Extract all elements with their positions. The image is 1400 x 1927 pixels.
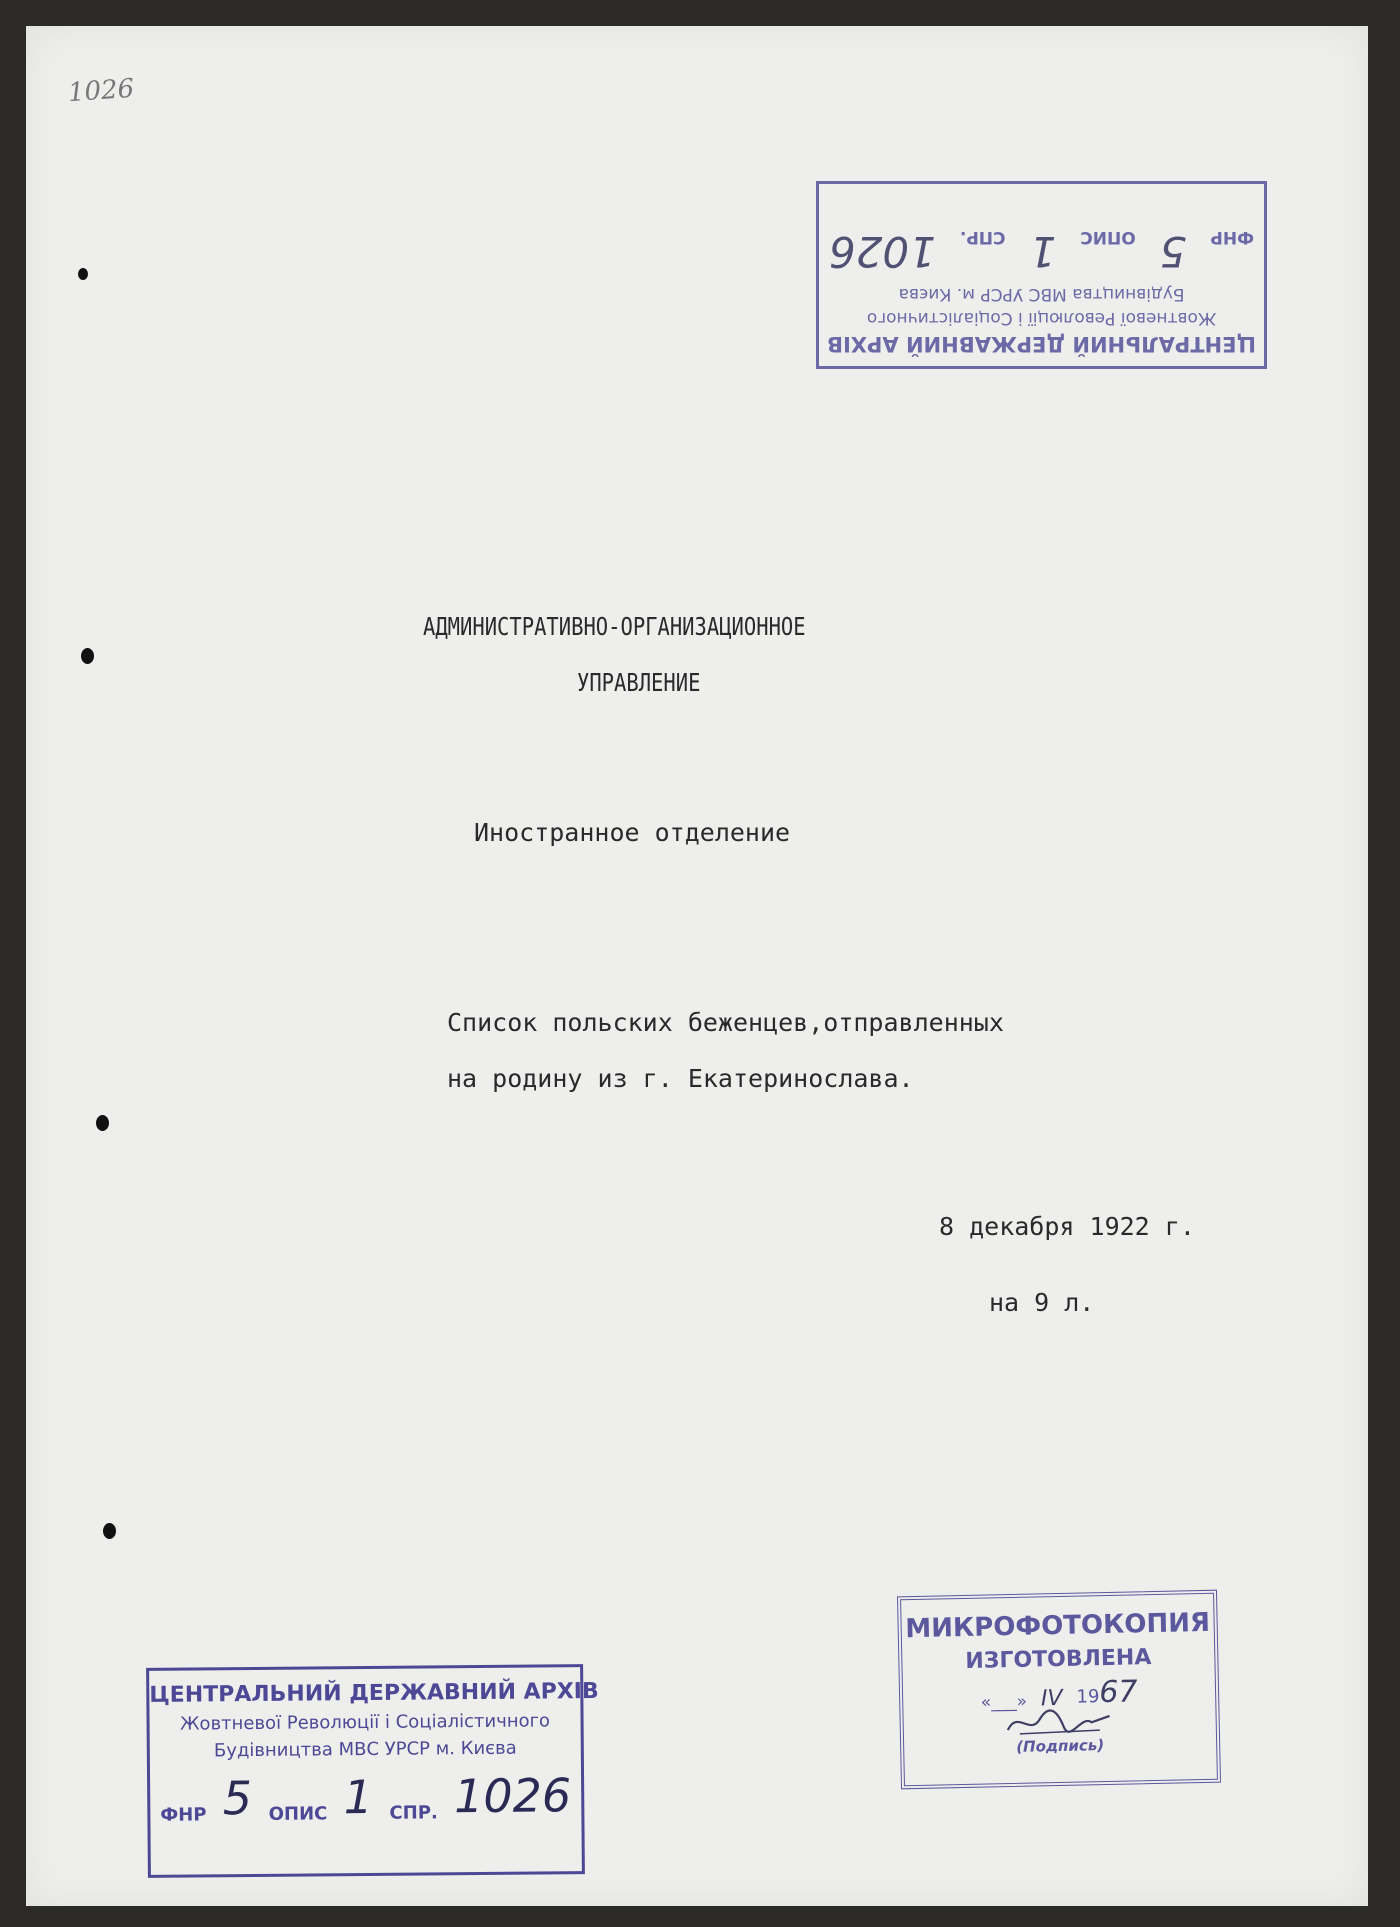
department-name: Иностранное отделение <box>474 818 791 847</box>
stamp-line: Жовтневої Революції і Соціалістичного <box>180 1710 551 1735</box>
microfilm-year <box>1076 1674 1138 1710</box>
archive-stamp-inverted <box>816 181 1267 369</box>
subject-line1: Список польских беженцев,отправленных <box>447 1008 1004 1037</box>
opis-number: 1 <box>343 1769 374 1825</box>
microfilm-year-hand: 67 <box>1098 1674 1138 1711</box>
delo-number: 1026 <box>829 227 936 276</box>
stamp-line: Будівництва МВС УРСР м. Києва <box>898 284 1185 304</box>
microfilm-stamp-title: МИКРОФОТОКОПИЯ <box>905 1607 1211 1645</box>
stamp-line: Будівництва МВС УРСР м. Києва <box>213 1737 517 1762</box>
microfilm-date-row <box>903 1673 1216 1715</box>
opis-number: 1 <box>1029 227 1057 276</box>
stamp-line: ЦЕНТРАЛЬНИЙ ДЕРЖАВНИЙ АРХІВ <box>149 1678 599 1708</box>
delo-label: СПР. <box>389 1802 438 1824</box>
stamp-line: ЦЕНТРАЛЬНИЙ ДЕРЖАВНИЙ АРХІВ <box>827 332 1256 356</box>
stamp-fund-row <box>150 1768 581 1826</box>
punch-hole <box>78 268 88 280</box>
microfilm-month: IV <box>1040 1685 1063 1712</box>
punch-hole <box>103 1523 116 1539</box>
fund-number: 5 <box>222 1770 253 1826</box>
microfilm-stamp-made: ИЗГОТОВЛЕНА <box>965 1645 1152 1674</box>
archive-stamp <box>146 1664 599 1878</box>
subject-line2: на родину из г. Екатеринослава. <box>447 1064 914 1093</box>
punch-hole <box>96 1115 109 1131</box>
document-page <box>26 26 1368 1906</box>
microfilm-year-prefix: 19 <box>1076 1686 1100 1708</box>
microfilm-day: «___» <box>980 1691 1028 1713</box>
fund-label: ФНР <box>1210 227 1254 247</box>
fund-label: ФНР <box>160 1804 207 1826</box>
delo-number: 1026 <box>453 1768 572 1824</box>
sheet-count: на 9 л. <box>989 1288 1095 1317</box>
document-heading-line2: УПРАВЛЕНИЕ <box>577 668 701 697</box>
opis-label: ОПИС <box>268 1803 328 1825</box>
document-heading-line1: АДМИНИСТРАТИВНО-ОРГАНИЗАЦИОННОЕ <box>423 612 806 641</box>
pencil-archive-number: 1026 <box>67 73 136 109</box>
microfilm-stamp <box>897 1590 1221 1790</box>
signature-caption: (Подпись) <box>1016 1736 1105 1756</box>
delo-label: СПР. <box>959 227 1006 247</box>
opis-label: ОПИС <box>1080 227 1136 247</box>
fund-number: 5 <box>1159 227 1187 276</box>
stamp-fund-row <box>819 227 1264 276</box>
stamp-line: Жовтневої Революції і Соціалістичного <box>866 308 1217 328</box>
document-date: 8 декабря 1922 г. <box>939 1212 1195 1241</box>
punch-hole <box>81 648 94 664</box>
